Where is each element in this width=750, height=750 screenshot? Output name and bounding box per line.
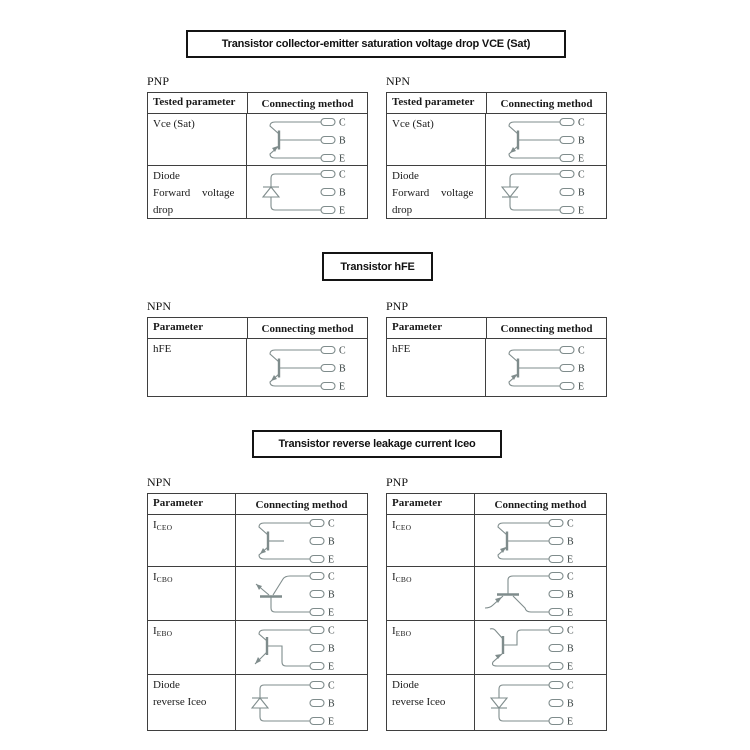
terminal-label-e: E (328, 716, 335, 727)
terminal-label-e: E (339, 205, 346, 217)
header-connecting-method: Connecting method (255, 498, 348, 511)
param-vce-sat: Vce (Sat) (148, 114, 247, 165)
table-hfe-npn (147, 317, 368, 397)
circuit-cell (236, 515, 367, 566)
terminal-label-e: E (339, 153, 346, 164)
diode-icon (502, 187, 518, 197)
param-iceo: $I_{CEO}$ (148, 515, 236, 566)
circuit-cell (475, 515, 606, 566)
circuit-cell (486, 339, 606, 396)
table-row (148, 566, 367, 620)
circuit-cell (475, 621, 606, 674)
terminal-label-e: E (328, 554, 335, 565)
param-diode-forward: Diode Forward voltage drop (387, 166, 486, 218)
table-row (148, 165, 367, 218)
param-hfe: hFE (387, 339, 486, 396)
circuit-npn-diode-forward (488, 166, 606, 218)
header-parameter: Parameter (387, 494, 475, 514)
terminal-label-e: E (578, 153, 585, 164)
terminal-label-b: B (567, 643, 574, 654)
section-title-text: Transistor reverse leakage current Iceo (278, 438, 476, 450)
circuit-npn-iebo (238, 622, 356, 674)
terminal-label-b: B (328, 589, 335, 600)
terminal-label-b: B (328, 643, 335, 654)
terminal-label-c: C (328, 680, 335, 691)
circuit-cell (236, 621, 367, 674)
table-hfe-pnp (386, 317, 607, 397)
table-header-row (387, 494, 606, 514)
circuit-cell (486, 114, 606, 165)
header-connecting-method: Connecting method (261, 97, 354, 110)
terminal-label-b: B (339, 363, 346, 374)
terminal-label-b: B (339, 135, 346, 146)
terminal-label-b: B (328, 536, 335, 547)
header-parameter: Parameter (148, 494, 236, 514)
circuit-cell (247, 166, 367, 218)
table-row (148, 674, 367, 730)
table-group-vce-npn (386, 74, 607, 219)
table-row (387, 566, 606, 620)
table-row (387, 674, 606, 730)
terminal-label-e: E (578, 381, 585, 392)
circuit-cell (247, 339, 367, 396)
param-vce-sat: Vce (Sat) (387, 114, 486, 165)
transistor-type-label: PNP (386, 299, 409, 313)
terminal-label-b: B (567, 698, 574, 709)
table-row (387, 338, 606, 396)
terminal-label-b: B (578, 187, 585, 199)
section-title-iceo (252, 430, 502, 458)
terminal-label-c: C (567, 625, 574, 636)
section-title-text: Transistor collector-emitter saturation voltage drop VCE (Sat) (221, 38, 531, 50)
terminal-label-e: E (328, 661, 335, 672)
transistor-type-label: PNP (386, 475, 409, 489)
table-vce-pnp (147, 92, 368, 219)
circuit-pnp-vce-sat (249, 114, 367, 166)
terminal-label-e: E (567, 607, 574, 618)
table-row (387, 113, 606, 165)
param-iebo: $I_{EBO}$ (387, 621, 475, 674)
param-diode-reverse: Diode reverse Iceo (387, 675, 475, 730)
circuit-npn-diode-reverse (238, 677, 356, 729)
circuit-pnp-diode-reverse (477, 677, 595, 729)
circuit-npn-vce-sat (488, 114, 606, 166)
table-iceo-npn (147, 493, 368, 731)
circuit-cell (247, 114, 367, 165)
table-header-row (148, 494, 367, 514)
section-title-vce-sat (186, 30, 566, 58)
diode-icon (263, 187, 279, 197)
terminal-label-c: C (578, 345, 585, 356)
transistor-type-label: PNP (147, 74, 170, 88)
terminal-label-b: B (339, 187, 346, 199)
circuit-pnp-icbo (477, 568, 595, 620)
circuit-cell (236, 567, 367, 620)
terminal-label-e: E (339, 381, 346, 392)
terminal-label-b: B (578, 363, 585, 374)
circuit-npn-iceo (238, 515, 356, 567)
table-row (387, 514, 606, 566)
table-group-iceo-pnp (386, 475, 607, 731)
terminal-label-c: C (578, 169, 585, 181)
circuit-pnp-hfe (488, 342, 606, 394)
param-iebo: $I_{EBO}$ (148, 621, 236, 674)
param-diode-forward: Diode Forward voltage drop (148, 166, 247, 218)
transistor-type-label: NPN (386, 74, 411, 88)
terminal-label-b: B (328, 698, 335, 709)
table-group-iceo-npn (147, 475, 368, 731)
circuit-cell (475, 567, 606, 620)
terminal-label-c: C (567, 680, 574, 691)
param-icbo: $I_{CBO}$ (387, 567, 475, 620)
circuit-cell (475, 675, 606, 730)
table-header-row (148, 93, 367, 113)
terminal-label-c: C (339, 345, 346, 356)
header-parameter: Parameter (148, 318, 248, 338)
section-title-hfe (322, 252, 433, 281)
terminal-label-e: E (567, 554, 574, 565)
table-row (387, 620, 606, 674)
table-header-row (148, 318, 367, 338)
terminal-label-b: B (567, 589, 574, 600)
header-connecting-method: Connecting method (500, 97, 593, 110)
table-header-row (387, 93, 606, 113)
header-tested-parameter: Tested parameter (387, 93, 487, 113)
terminal-label-c: C (339, 169, 346, 181)
param-iceo: $I_{CEO}$ (387, 515, 475, 566)
terminal-label-e: E (567, 716, 574, 727)
table-vce-npn (386, 92, 607, 219)
param-hfe: hFE (148, 339, 247, 396)
emitter-arrow-icon (495, 654, 502, 659)
table-header-row (387, 318, 606, 338)
table-row (148, 620, 367, 674)
emitter-arrow-icon (255, 657, 261, 664)
terminal-label-c: C (328, 571, 335, 582)
table-iceo-pnp (386, 493, 607, 731)
circuit-cell (236, 675, 367, 730)
header-tested-parameter: Tested parameter (148, 93, 248, 113)
table-row (387, 165, 606, 218)
header-connecting-method: Connecting method (500, 322, 593, 335)
table-group-vce-pnp (147, 74, 368, 219)
terminal-label-e: E (567, 661, 574, 672)
table-row (148, 514, 367, 566)
section-title-text: Transistor hFE (340, 260, 415, 273)
table-row (148, 113, 367, 165)
header-connecting-method: Connecting method (261, 322, 354, 335)
terminal-label-b: B (578, 135, 585, 146)
emitter-arrow-icon (256, 584, 262, 590)
circuit-pnp-iebo (477, 622, 595, 674)
terminal-label-c: C (339, 117, 346, 128)
transistor-type-label: NPN (147, 299, 172, 313)
transistor-type-label: NPN (147, 475, 172, 489)
header-connecting-method: Connecting method (494, 498, 587, 511)
terminal-label-b: B (567, 536, 574, 547)
terminal-label-e: E (328, 607, 335, 618)
param-diode-reverse: Diode reverse Iceo (148, 675, 236, 730)
diode-icon (252, 698, 268, 708)
terminal-label-c: C (567, 571, 574, 582)
terminal-label-e: E (578, 205, 585, 217)
table-group-hfe-pnp (386, 299, 607, 397)
circuit-npn-hfe (249, 342, 367, 394)
diode-icon (491, 698, 507, 708)
terminal-label-c: C (578, 117, 585, 128)
circuit-npn-icbo (238, 568, 356, 620)
param-icbo: $I_{CBO}$ (148, 567, 236, 620)
table-row (148, 338, 367, 396)
circuit-pnp-iceo (477, 515, 595, 567)
header-parameter: Parameter (387, 318, 487, 338)
circuit-cell (486, 166, 606, 218)
terminal-label-c: C (567, 518, 574, 529)
circuit-pnp-diode-forward (249, 166, 367, 218)
terminal-label-c: C (328, 625, 335, 636)
table-group-hfe-npn (147, 299, 368, 397)
terminal-label-c: C (328, 518, 335, 529)
